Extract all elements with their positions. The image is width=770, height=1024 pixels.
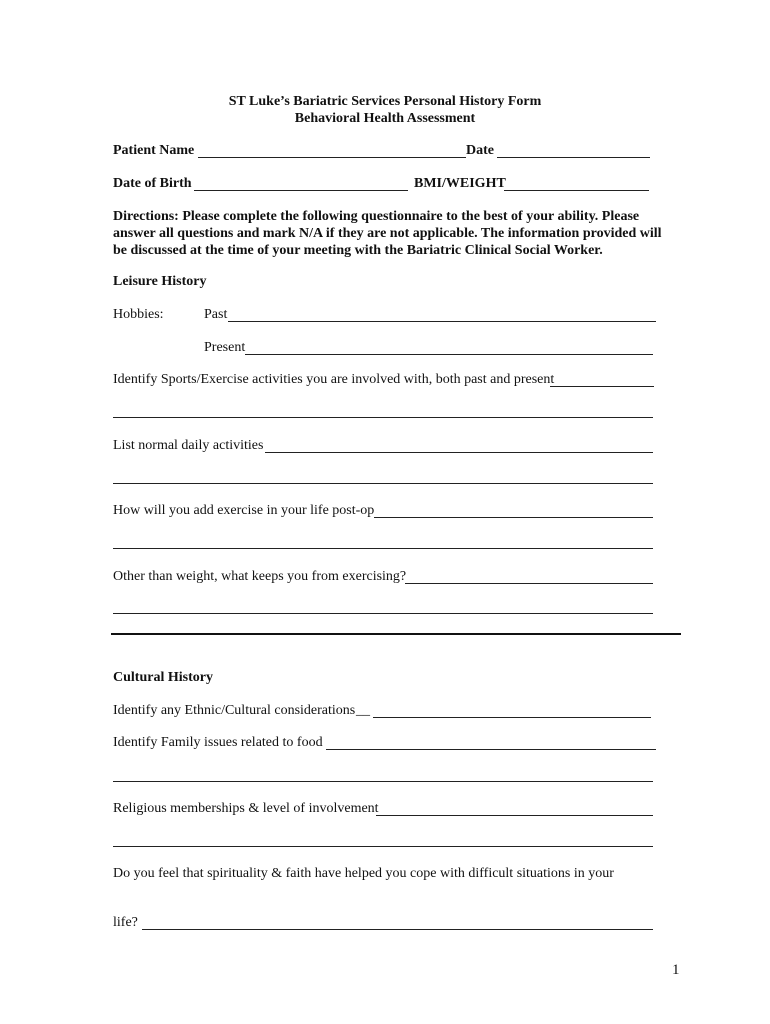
form-title: ST Luke’s Bariatric Services Personal History Form: [228, 94, 542, 109]
daily-activities-field-line2[interactable]: [113, 469, 653, 486]
bmi-weight-field[interactable]: [504, 176, 649, 193]
form-subtitle: Behavioral Health Assessment: [294, 111, 476, 126]
family-food-field-line2[interactable]: [113, 767, 653, 784]
bmi-weight-label: BMI/WEIGHT: [414, 176, 506, 191]
add-exercise-field[interactable]: [374, 503, 653, 520]
religious-field[interactable]: [376, 801, 653, 818]
patient-name-field[interactable]: [198, 143, 466, 160]
spirituality-field[interactable]: [142, 915, 653, 932]
date-label: Date: [466, 143, 494, 158]
leisure-history-heading: Leisure History: [113, 274, 207, 289]
date-field[interactable]: [497, 143, 650, 160]
dob-field[interactable]: [194, 176, 408, 193]
daily-activities-label: List normal daily activities: [113, 438, 264, 453]
hobbies-past-label: Past: [204, 307, 228, 322]
add-exercise-label: How will you add exercise in your life post-op: [113, 503, 375, 518]
patient-name-label: Patient Name: [113, 143, 195, 158]
section-divider: [111, 633, 681, 635]
add-exercise-field-line2[interactable]: [113, 534, 653, 551]
ethnic-cultural-dash: __: [356, 703, 370, 718]
page-number: 1: [672, 962, 680, 978]
sports-exercise-label: Identify Sports/Exercise activities you are involved with, both past and present: [113, 372, 555, 387]
family-food-label: Identify Family issues related to food: [113, 735, 323, 750]
sports-exercise-field-line2[interactable]: [113, 403, 653, 420]
sports-exercise-field[interactable]: [550, 372, 654, 389]
dob-label: Date of Birth: [113, 176, 192, 191]
exercise-barrier-field-line2[interactable]: [113, 599, 653, 616]
spirituality-label: Do you feel that spirituality & faith have helped you cope with difficult situations in your: [113, 866, 614, 881]
religious-field-line2[interactable]: [113, 832, 653, 849]
hobbies-label: Hobbies:: [113, 307, 164, 322]
religious-label: Religious memberships & level of involvement: [113, 801, 379, 816]
ethnic-cultural-label: Identify any Ethnic/Cultural considerations: [113, 703, 356, 718]
family-food-field[interactable]: [326, 735, 656, 752]
hobbies-present-field[interactable]: [245, 340, 653, 357]
hobbies-present-label: Present: [204, 340, 246, 355]
ethnic-cultural-field[interactable]: [373, 703, 651, 720]
hobbies-past-field[interactable]: [228, 307, 656, 324]
directions-text: Directions: Please complete the following questionnaire to the best of your ability. Please answer all questions and mark N/A if they are not applicable. The information provided will be discussed at the time of your meeting with the Bariatric Clinical Social Worker.: [113, 209, 662, 258]
exercise-barrier-field[interactable]: [405, 569, 653, 586]
exercise-barrier-label: Other than weight, what keeps you from exercising?: [113, 569, 407, 584]
life-label: life?: [113, 915, 138, 930]
daily-activities-field[interactable]: [265, 438, 653, 455]
cultural-history-heading: Cultural History: [113, 670, 213, 685]
